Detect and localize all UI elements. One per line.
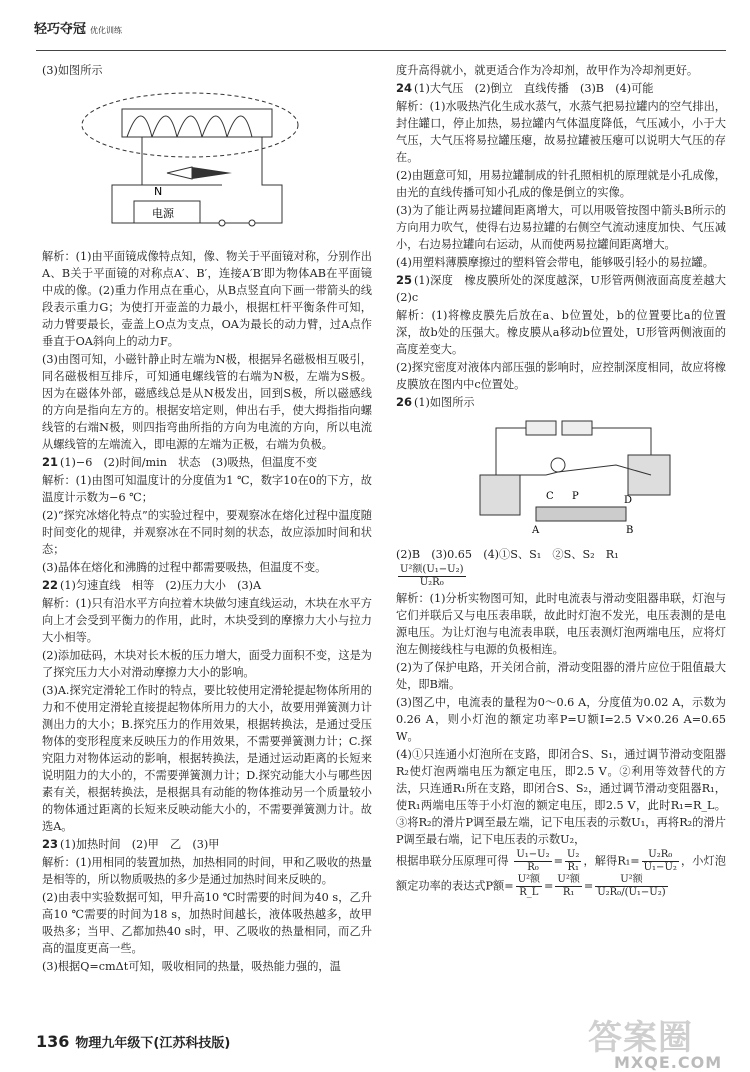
q25-analysis-1: 解析：(1)将橡皮膜先后放在a、b位置处，b的位置要比a的位置深，故b处的压强大。橡皮膜从a移动b位置处，U形管两侧液面的高度差变大。	[396, 309, 726, 356]
q26-frac-num: U²额(U₁−U₂)	[400, 564, 464, 575]
q26-answer	[396, 394, 726, 411]
q22-text: (1)匀速直线 相等 (2)压力大小 (3)A	[60, 579, 262, 592]
left-column	[42, 62, 372, 976]
q26-a7-text: ，小灯泡额定功率的表达式P额=	[396, 854, 726, 893]
terminal-c: C	[546, 491, 554, 502]
eq3-num: U₂R₀	[642, 849, 679, 862]
q24-answer	[396, 80, 726, 97]
watermark	[588, 1010, 722, 1072]
eq3	[642, 849, 679, 874]
eq6	[595, 874, 667, 899]
logo-subtitle: 优化训练	[90, 26, 123, 35]
right-column	[396, 62, 738, 900]
q24-analysis-1: 解析：(1)水吸热汽化生成水蒸气，水蒸气把易拉罐内的空气排出，封住罐口，停止加热，易拉罐内气体温度降低，气压减小，小于大气压，大气压将易拉罐压瘪，故易拉罐被压瘪可以说明大气压的存在。	[396, 100, 726, 164]
q20-part3: (3)如图所示	[42, 64, 103, 77]
q26-formula	[396, 564, 726, 589]
eq2	[565, 849, 581, 874]
book-title: 物理九年级下(江苏科技版)	[75, 1036, 231, 1051]
q26-analysis-2: (2)为了保护电路，开关闭合前，滑动变阻器的滑片应位于阻值最大处，即B端。	[396, 661, 726, 691]
q21-analysis-1: 解析：(1)由图可知温度计的分度值为1 ℃，数字10在0的下方，故温度计示数为−6 ℃；	[42, 474, 372, 504]
q22-number: 22	[42, 578, 59, 592]
eq3-den: U₁−U₂	[643, 862, 677, 873]
q21-analysis-2: (2)“探究冰熔化特点”的实验过程中，要观察冰在熔化过程中温度随时间变化的规律，并观察冰在不同时刻的状态，故应添加时间和状态；	[42, 509, 372, 556]
header-rule	[36, 50, 726, 51]
eq5-den: R₁	[562, 887, 575, 898]
q23-text: (1)加热时间 (2)甲 乙 (3)甲	[60, 838, 220, 851]
eq4-den: R_L	[519, 887, 539, 898]
q21-number: 21	[42, 455, 59, 469]
q26-fraction	[398, 564, 466, 589]
q22-answer	[42, 577, 372, 594]
power-source-label: 电源	[152, 207, 174, 220]
q21-answer	[42, 454, 372, 471]
q25-number: 25	[396, 273, 413, 287]
eq2-num: U₂	[567, 849, 580, 860]
q24-number: 24	[396, 81, 413, 95]
q26-analysis-5: 根据串联分压原理可得 $\frac{\text{U₁−U₂}}{\text{R₀}}$ = $\frac{\text{U₂}}{\text{R₁}}$ ，解得R₁= $\frac{\text{U₂R₀}}{\text{U₁−U₂}}$ ，小灯泡额定功率的表达式P额= $\frac{\text{U²额}}{R\_L}$ = $\frac{\text{U²额}}{\text{R₁}}$ = $\frac{\text{U²额}}{\text{U₂R₀/(U₁−U₂)}}$	[396, 849, 726, 898]
q26-answers	[396, 546, 726, 563]
q25-answer	[396, 272, 738, 306]
eq2-den: R₁	[567, 862, 579, 873]
q23-analysis-2: (2)由表中实验数据可知，甲升高10 ℃时需要的时间为40 s，乙升高10 ℃需要的时间为18 s，加热时间越长，液体吸热越多，故甲吸热多；当甲、乙都加热40 s时，甲、乙吸收的热量相同，而乙升高的温度更高一些。	[42, 891, 372, 955]
page-header	[20, 14, 730, 42]
q21-text: (1)−6 (2)时间/min 状态 (3)吸热，但温度不变	[60, 456, 318, 469]
q23-analysis-3: (3)根据Q=cmΔt可知，吸收相同的热量，吸热能力强的，温	[42, 960, 341, 973]
q20-analysis-2: (3)由图可知，小磁针静止时左端为N极，根据异名磁极相互吸引，同名磁极相互排斥，可知通电螺线管的右端为N极，左端为S极。因为在磁体外部，磁感线总是从N极发出，回到S极，所以磁感线的方向是指向左方的。根据安培定则，伸出右手，使大拇指指向螺线管的右端N极，则四指弯曲所指的方向为电流的方向，所以电流从螺线管的左端流入，即电源的左端为正极，右端为负极。	[42, 353, 372, 451]
q26-analysis-4: (4)①只连通小灯泡所在支路，即闭合S、S₁，通过调节滑动变阻器R₂使灯泡两端电压为额定电压，即2.5 V。②利用等效替代的方法，只连通R₁所在支路，即闭合S、S₂，通过调节滑动变阻器R₁，使R₁两端电压等于小灯泡的额定电压，即2.5 V，此时R₁=R_L。③将R₂的滑片P调至最左端，记下电压表的示数U₁，再将R₂的滑片P调至最右端，记下电压表的示数U₂，	[396, 748, 726, 846]
q22-analysis-1: 解析：(1)只有沿水平方向拉着木块做匀速直线运动，木块在水平方向上才会受到平衡力的作用，此时，木块受到的摩擦力大小与拉力大小相等。	[42, 597, 372, 644]
logo	[34, 18, 122, 37]
slider-p: P	[572, 491, 579, 502]
q23-answer	[42, 836, 372, 853]
q23-analysis-1: 解析：(1)用相同的装置加热，加热相同的时间，甲和乙吸收的热量是相等的，所以物质吸热的多少是通过加热时间来反映的。	[42, 856, 372, 886]
eq1-den: R₀	[527, 862, 539, 873]
q23-continued: 度升高得就小，就更适合作为冷却剂，故甲作为冷却剂更好。	[396, 64, 699, 77]
compass-n-label: N	[154, 185, 163, 198]
q26-number: 26	[396, 395, 413, 409]
q22-analysis-3: (3)A.探究定滑轮工作时的特点，要比较使用定滑轮提起物体所用的力和不使用定滑轮直接提起物体所用力的大小，故要用弹簧测力计测出力的大小；B.探究压力的作用效果，根据转换法，是通过受压物体的变形程度来反映压力的作用效果，不需要弹簧测力计；C.探究阻力对物体运动的影响，根据转换法，是通过运动距离的长短来说明阻力的大小的，不需要弹簧测力计；D.探究动能大小与哪些因素有关，根据转换法，是根据具有动能的物体推动另一个质量较小的物体通过距离的长短来反映动能大小的，不需要弹簧测力计。故选A。	[42, 684, 372, 833]
solenoid-figure	[72, 85, 372, 240]
q26-text: (1)如图所示	[414, 396, 475, 409]
eq6-num: U²额	[595, 874, 667, 887]
page-footer	[36, 1032, 230, 1051]
watermark-text: 答案圈	[588, 1018, 693, 1058]
q24-text: (1)大气压 (2)倒立 直线传播 (3)B (4)可能	[414, 82, 654, 95]
eq6-den: U₂R₀/(U₁−U₂)	[597, 887, 666, 898]
q20-analysis-1: 解析：(1)由平面镜成像特点知，像、物关于平面镜对称，分别作出A、B关于平面镜的对称点A′、B′，连接A′B′即为物体AB在平面镜中成的像。(2)重力作用点在重心，从B点竖直向下画一带箭头的线段表示重力G；为使打开壶盖的力最小，根据杠杆平衡条件可知，动力臂要最长，壶盖上O点为支点，OA为最长的动力臂，过A点作垂直于OA斜向上的动力F。	[42, 250, 372, 348]
eq4	[516, 874, 542, 899]
q25-analysis-2: (2)探究密度对液体内部压强的影响时，应控制深度相同，故应将橡皮膜放在图内中c位置处。	[396, 361, 726, 391]
q26-a5-text: 根据串联分压原理可得	[396, 854, 509, 868]
terminal-b: B	[626, 525, 634, 535]
q24-analysis-3: (3)为了能让两易拉罐间距离增大，可以用吸管按图中箭头B所示的方向用力吹气，使得右边易拉罐的右侧空气流动速度加快、气压减小，右边易拉罐向右运动，从而使两易拉罐间距离增大。	[396, 204, 726, 251]
q26-a6-text: ，解得R₁=	[583, 854, 640, 868]
q25-text: (1)深度 橡皮膜所处的深度越深，U形管两侧液面高度差越大 (2)c	[396, 274, 738, 304]
q21-analysis-3: (3)晶体在熔化和沸腾的过程中都需要吸热，但温度不变。	[42, 561, 327, 574]
watermark-url: MXQE.COM	[614, 1053, 723, 1072]
eq5	[555, 874, 581, 899]
q26-answers-text: (2)B (3)0.65 (4)①S、S₁ ②S、S₂ R₁	[396, 548, 619, 561]
q26-analysis-1: 解析：(1)分析实物图可知，此时电流表与滑动变阻器串联，灯泡与它们并联后又与电压表串联，故此时灯泡不发光，电压表测的是电源电压。为让灯泡与电流表串联，电压表测灯泡两端电压，应将灯泡左侧接线柱与电源的负极相连。	[396, 592, 726, 656]
eq5-num: U²额	[557, 874, 580, 885]
q24-analysis-4: (4)用塑料薄膜摩擦过的塑料管会带电，能够吸引轻小的易拉罐。	[396, 256, 714, 269]
q26-analysis-3: (3)图乙中，电流表的量程为0～0.6 A，分度值为0.02 A，示数为0.26 A，则小灯泡的额定功率P=U额I=2.5 V×0.26 A=0.65 W。	[396, 696, 726, 743]
circuit-figure	[476, 415, 726, 540]
q24-analysis-2: (2)由题意可知，用易拉罐制成的针孔照相机的原理就是小孔成像，由光的直线传播可知小孔成的像是倒立的实像。	[396, 169, 726, 199]
q23-number: 23	[42, 837, 59, 851]
page-number: 136	[36, 1032, 70, 1051]
logo-text: 轻巧夺冠	[34, 22, 87, 37]
q26-frac-den: U₂R₀	[419, 577, 444, 588]
eq1-num: U₁−U₂	[516, 849, 550, 860]
eq4-num: U²额	[517, 874, 541, 885]
eq1	[514, 849, 551, 874]
terminal-a: A	[532, 525, 540, 535]
terminal-d: D	[624, 495, 633, 506]
q22-analysis-2: (2)添加砝码，木块对长木板的压力增大，面受力面积不变，这是为了探究压力大小对滑动摩擦力大小的影响。	[42, 649, 372, 679]
